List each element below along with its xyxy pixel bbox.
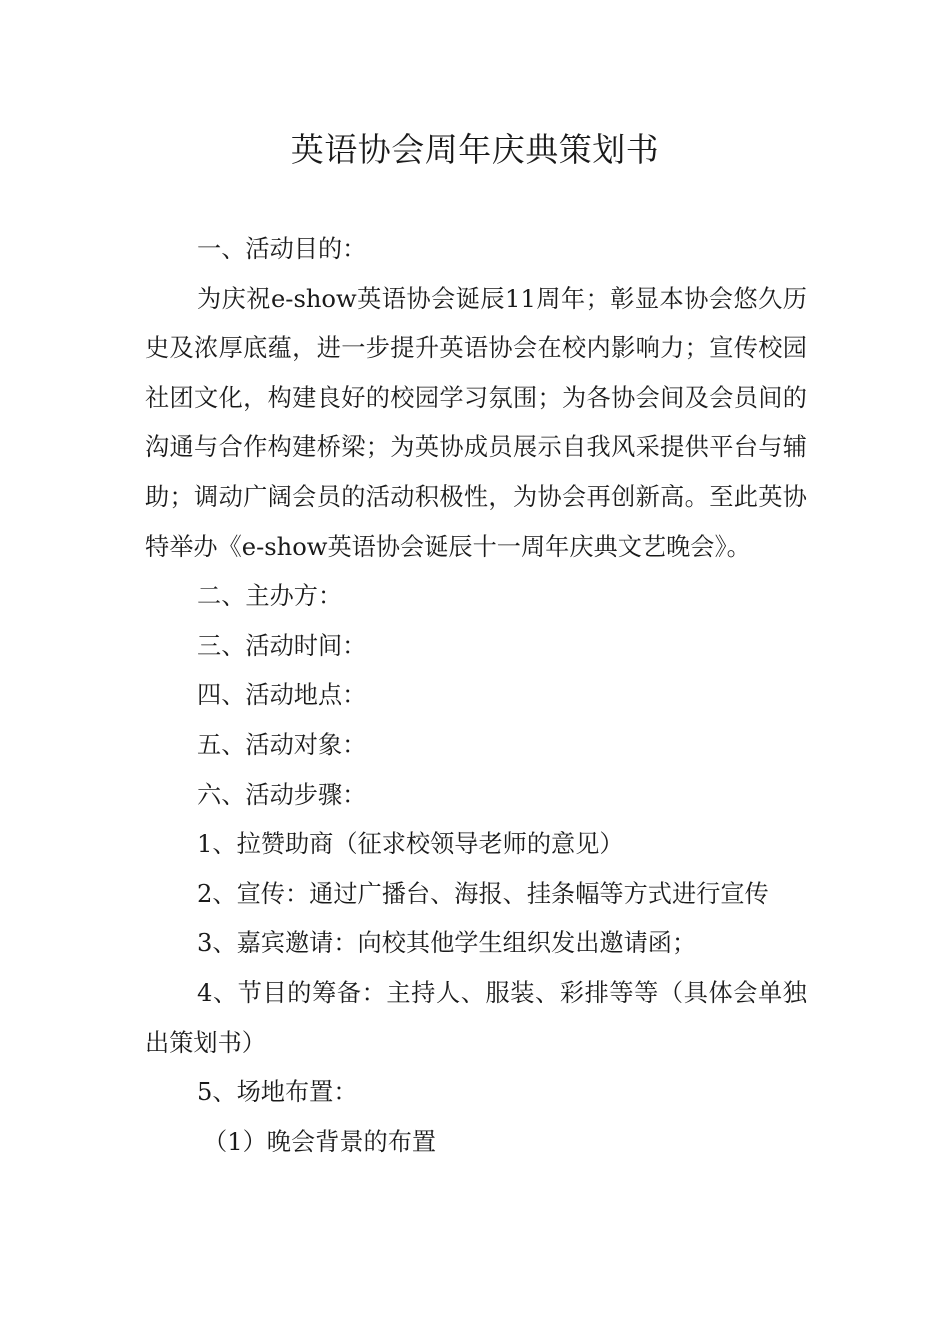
section-heading-audience: 五、活动对象： <box>197 730 367 759</box>
step-item-4: 4、节目的筹备：主持人、服装、彩排等等（具体会单独出策划书） <box>145 978 807 1057</box>
section-heading-purpose: 一、活动目的： <box>197 235 367 263</box>
step-item-3: 3、嘉宾邀请：向校其他学生组织发出邀请函； <box>197 929 697 958</box>
purpose-paragraph: 为庆祝e-show英语协会诞辰11周年；彰显本协会悠久历史及浓厚底蕴，进一步提升英语协会在校内影响力；宣传校园社团文化，构建良好的校园学习氛围；为各协会间及会员间的沟通与合作构建桥梁；为英协成员展示自我风采提供平台与辅助；调动广阔会员的活动积极性，为协会再创新高。至此英协特举办《e-show英语协会诞辰十一周年庆典文艺晚会》。 <box>145 284 807 561</box>
step-item-5: 5、场地布置： <box>197 1078 358 1107</box>
section-heading-organizer: 二、主办方： <box>197 582 343 611</box>
section-heading-location: 四、活动地点： <box>197 681 367 710</box>
document-title: 英语协会周年庆典策划书 <box>290 130 660 169</box>
section-heading-time: 三、活动时间： <box>197 631 367 660</box>
section-heading-steps: 六、活动步骤： <box>197 780 367 809</box>
step-item-5-sub-1: （1）晚会背景的布置 <box>203 1127 437 1156</box>
document-body <box>145 225 807 1167</box>
step-item-1: 1、拉赞助商（征求校领导老师的意见） <box>197 830 624 859</box>
step-item-2: 2、宣传：通过广播台、海报、挂条幅等方式进行宣传 <box>197 879 769 908</box>
